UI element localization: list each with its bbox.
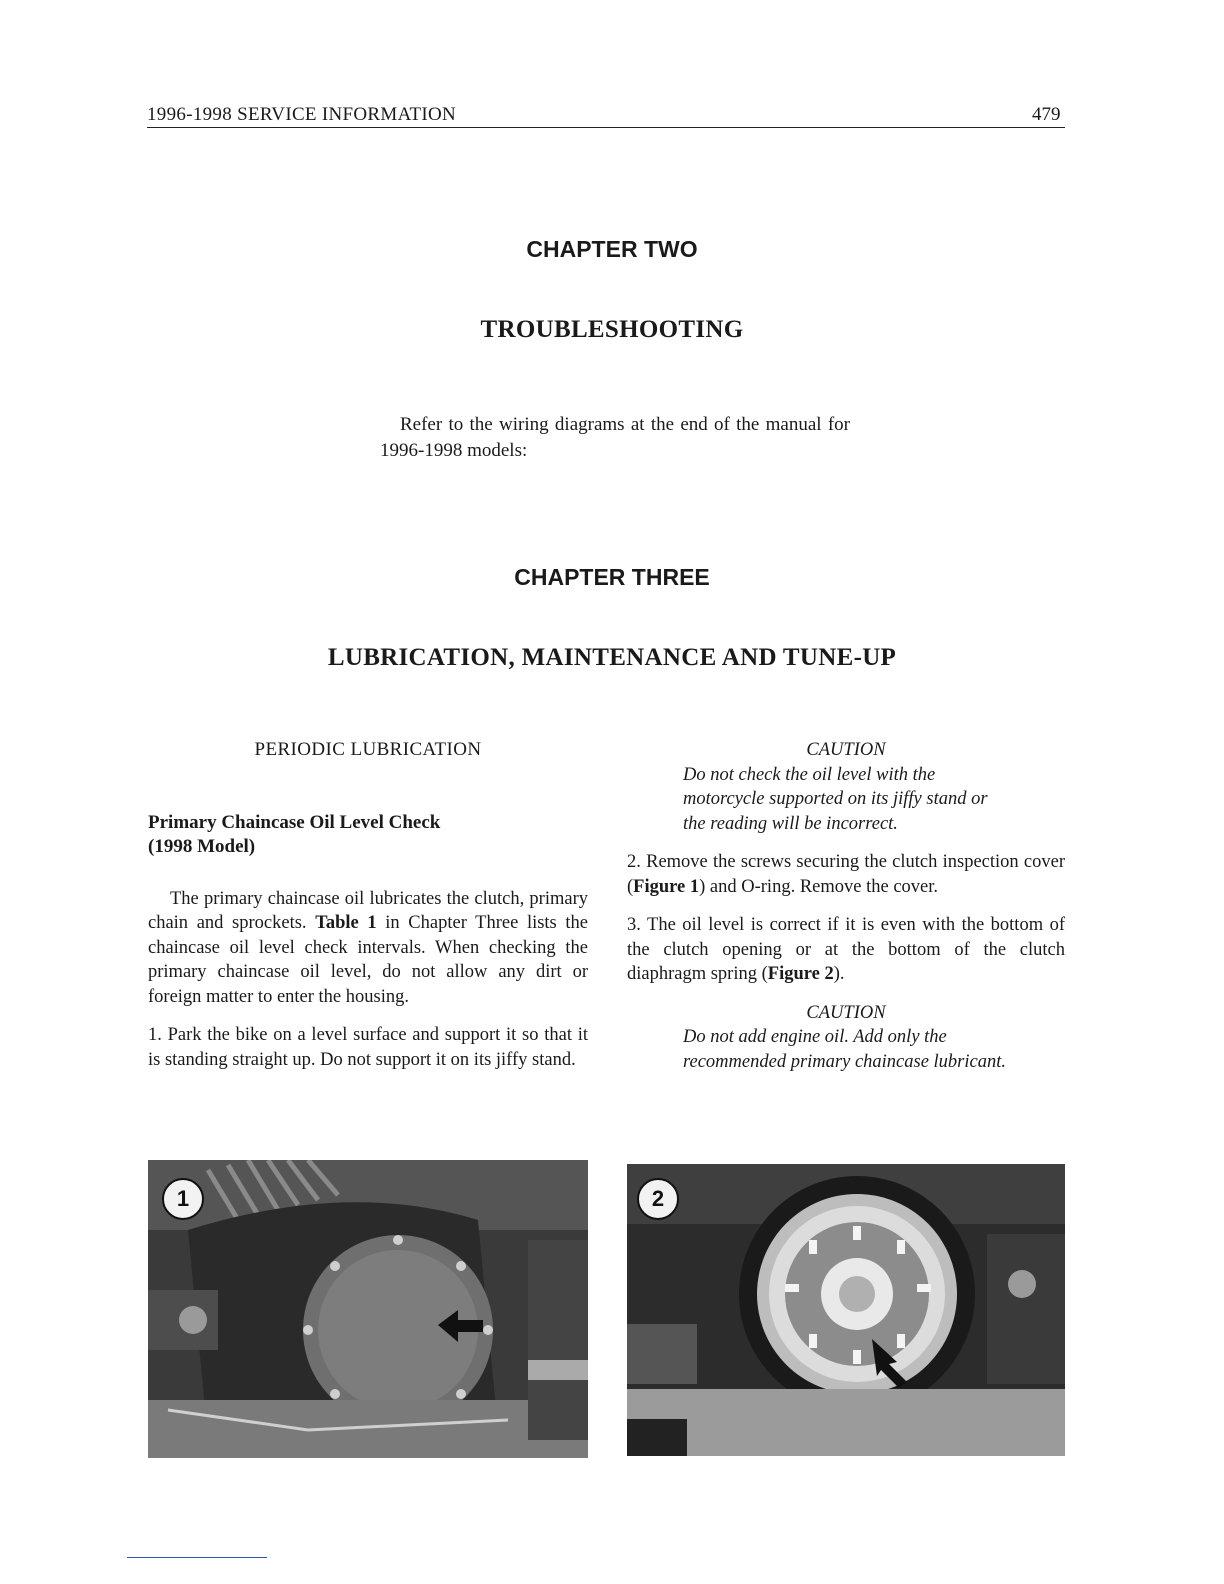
- chapter-two-label: CHAPTER TWO: [526, 236, 698, 262]
- para1-text-b: in Chapter Three lists the chaincase oil level check intervals. When checking the primary chaincase oil level, do not allow any dirt or foreign matter to enter the housing.: [148, 913, 588, 1007]
- chapter-three-title: LUBRICATION, MAINTENANCE AND TUNE-UP: [327, 644, 897, 671]
- caution-2-title: CAUTION: [806, 1002, 886, 1023]
- caution-2-text: Do not add engine oil. Add only the recommended primary chaincase lubricant.: [683, 1027, 1006, 1072]
- caution-box-1: [627, 738, 1065, 836]
- chapter-two-title: TROUBLESHOOTING: [480, 316, 744, 343]
- step-2: [627, 850, 1065, 899]
- figure-1-photo: [148, 1160, 588, 1458]
- intro-text: Refer to the wiring diagrams at the end of the manual for 1996-1998 models:: [380, 414, 850, 461]
- step3-text-a: 3. The oil level is correct if it is even with the bottom of the clutch opening or at the bottom of the clutch diaphragm spring (: [627, 915, 1065, 984]
- step3-text-b: ).: [833, 964, 845, 984]
- table-ref: Table 1: [315, 913, 377, 933]
- caution-box-2: [627, 1001, 1065, 1075]
- step-1: 1. Park the bike on a level surface and support it so that it is standing straight up. Do not support it on its jiffy stand.: [148, 1025, 588, 1070]
- subsection-heading: [148, 811, 588, 859]
- chapter-two-intro: [380, 412, 850, 464]
- figure-1-number-badge: 1: [162, 1178, 204, 1220]
- running-header: 1996-1998 SERVICE INFORMATION: [147, 104, 457, 125]
- figure-2-number-badge: 2: [637, 1178, 679, 1220]
- figure-2-illustration: [627, 1164, 1065, 1456]
- left-column: [148, 738, 588, 1086]
- footer-rule: [127, 1557, 267, 1558]
- caution-1-title: CAUTION: [806, 740, 886, 760]
- step2-text-b: ) and O-ring. Remove the cover.: [699, 876, 939, 897]
- chapter-three-label: CHAPTER THREE: [514, 564, 710, 590]
- figure-1-ref: Figure 1: [633, 876, 700, 897]
- step-3: [627, 913, 1065, 987]
- figure-2-photo: [627, 1164, 1065, 1456]
- step2-text-a: 2. Remove the screws securing the clutch inspection cover (: [627, 852, 1065, 897]
- right-column: [627, 738, 1065, 1088]
- paragraph-chaincase-oil: [148, 887, 588, 1010]
- caution-1-text: Do not check the oil level with the motorcycle supported on its jiffy stand or the reading will be incorrect.: [683, 764, 988, 834]
- section-heading: PERIODIC LUBRICATION: [254, 739, 482, 760]
- page-number: 479: [1032, 104, 1061, 125]
- header-rule: [147, 127, 1065, 128]
- subheading-line-1: Primary Chaincase Oil Level Check: [148, 811, 441, 833]
- figure-1-illustration: [148, 1160, 588, 1458]
- subheading-line-2: (1998 Model): [148, 835, 256, 857]
- figure-2-ref: Figure 2: [767, 964, 834, 984]
- para1-text-a: The primary chaincase oil lubricates the clutch, primary chain and sprockets.: [148, 888, 588, 933]
